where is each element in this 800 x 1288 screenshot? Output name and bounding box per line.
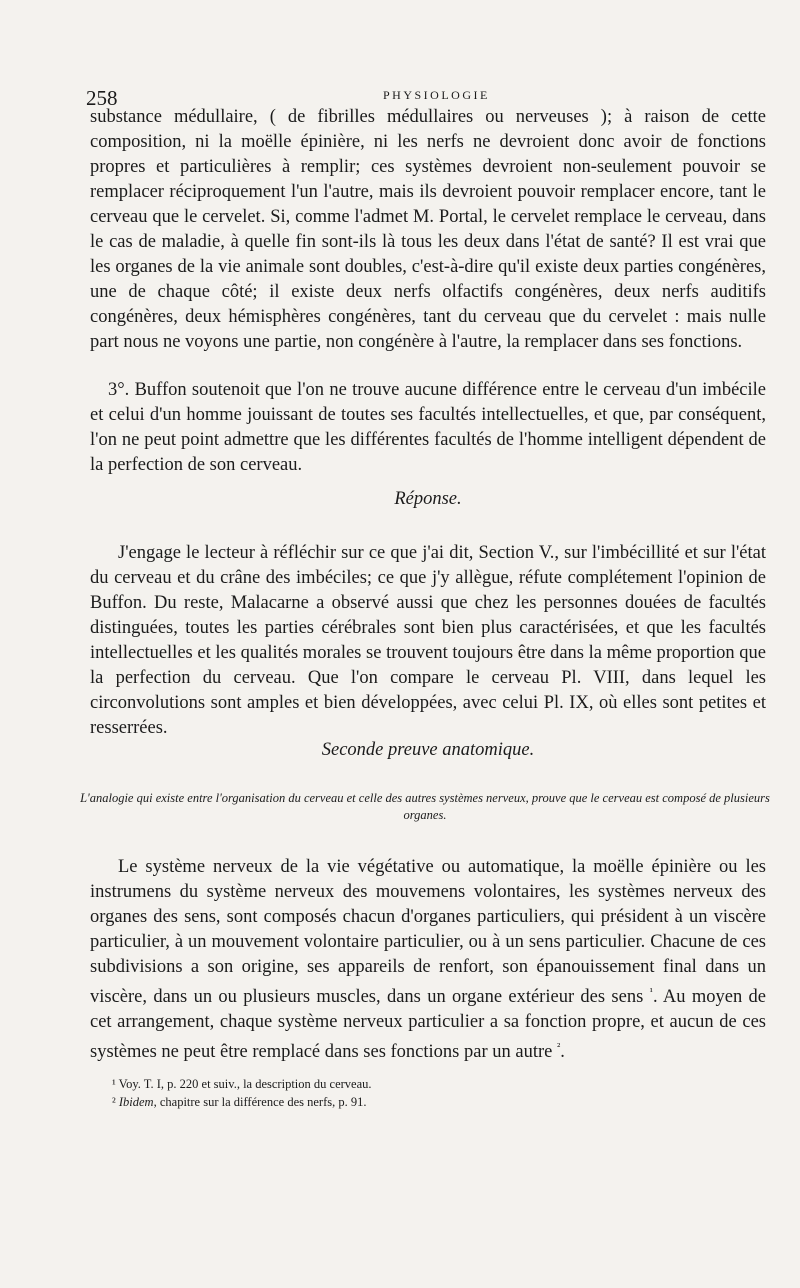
footnote-1-mark: ¹ [112, 1077, 116, 1091]
footnotes [112, 1076, 372, 1112]
page-number: 258 [86, 86, 118, 110]
paragraph-2: 3°. Buffon soutenoit que l'on ne trouve aucune différence entre le cerveau d'un imbécile et celui d'un homme jouissant de toutes ses facultés intellectuelles, et que, par conséquent, l'on ne peut point admettre que les différentes facultés de l'homme intelligent dépendent de la perfection de son cerveau. [90, 380, 766, 475]
running-head: PHYSIOLOGIE [383, 88, 490, 102]
paragraph-3: J'engage le lecteur à réfléchir sur ce que j'ai dit, Section V., sur l'imbécillité et sur l'état du cerveau et du crâne des imbéciles; ce que j'y allègue, réfute complétement l'opinion de Buffon. Du reste, Malacarne a observé aussi que chez les personnes douées de facultés distinguées, toutes les parties cérébrales sont bien plus caractérisées, et que les facultés intellectuelles et les qualités morales se trouvent toujours être dans la même proportion que la perfection du cerveau. Que l'on compare le cerveau Pl. VIII, dans lequel les circonvolutions sont amples et bien développées, avec celui Pl. IX, où elles sont petites et resserrées. [90, 543, 766, 738]
footnote-ref-2: ² [556, 1041, 561, 1054]
footnote-1 [112, 1076, 372, 1093]
paragraph-4: Le système nerveux de la vie végétative ou automatique, la moëlle épinière ou les instrumens du système nerveux des mouvemens volontaires, les systèmes nerveux des organes des sens, sont composés chacun d'organes particuliers, qui président à un viscère particulier, à un mouvement volontaire particulier, ou à un sens particulier. Chacune de ces subdivisions a son origine, ses appareils de renfort, son épanouissement final dans un viscère, dans un ou plusieurs muscles, dans un organe extérieur des sens $^{^1}$. Au moyen de cet arrangement, chaque système nerveux particulier a sa fonction propre, et aucun de ces systèmes ne peut être remplacé dans ses fonctions par un autre $^{^2}$. [90, 857, 766, 1063]
footnote-2-text: , chapitre sur la différence des nerfs, p. 91. [153, 1095, 367, 1109]
footnote-ref-1: ¹ [649, 986, 653, 998]
section-subtitle: L'analogie qui existe entre l'organisation du cerveau et celle des autres systèmes nerveux, prouve que le cerveau est composé de plusieurs organes. [80, 791, 770, 822]
footnote-2-mark: ² [112, 1095, 116, 1109]
paragraph-4-part-2: Au moyen de cet arrangement, chaque système nerveux particulier a sa fonction propre, et aucun de ces systèmes ne peut être remplacé dans ses fonctions par un autre [90, 987, 766, 1063]
footnote-2 [112, 1094, 372, 1111]
footnote-1-text: Voy. T. I, p. 220 et suiv., la description du cerveau. [118, 1077, 372, 1091]
heading-seconde-preuve: Seconde preuve anatomique. [321, 740, 535, 760]
footnote-2-italic: Ibidem [118, 1095, 154, 1109]
paragraph-4-part-1: Le système nerveux de la vie végétative ou automatique, la moëlle épinière ou les instrumens du système nerveux des mouvemens volontaires, les systèmes nerveux des organes des sens, sont composés chacun d'organes particuliers, qui président à un viscère particulier, à un mouvement volontaire particulier, ou à un sens particulier. Chacune de ces subdivisions a son origine, ses appareils de renfort, son épanouissement final dans un viscère, dans un ou plusieurs muscles, dans un organe extérieur des sens [90, 857, 766, 1008]
paragraph-1: substance médullaire, ( de fibrilles médullaires ou nerveuses ); à raison de cette composition, ni la moëlle épinière, ni les nerfs ne devroient donc avoir de fonctions propres et particulières à remplir; ces systèmes devroient non-seulement pouvoir se remplacer réciproquement l'un l'autre, mais ils devroient pouvoir remplacer encore, tant le cerveau que le cervelet. Si, comme l'admet M. Portal, le cervelet remplace le cerveau, dans le cas de maladie, à quelle fin sont-ils là tous les deux dans l'état de santé? Il est vrai que les organes de la vie animale sont doubles, c'est-à-dire qu'il existe deux parties congénères, une de chaque côté; il existe deux nerfs olfactifs congénères, deux nerfs auditifs congénères, deux hémisphères congénères, tant du cerveau que du cervelet : mais nulle part nous ne voyons une partie, non congénère à l'autre, la remplacer dans ses fonctions. [90, 107, 766, 352]
heading-reponse: Réponse. [394, 489, 462, 509]
